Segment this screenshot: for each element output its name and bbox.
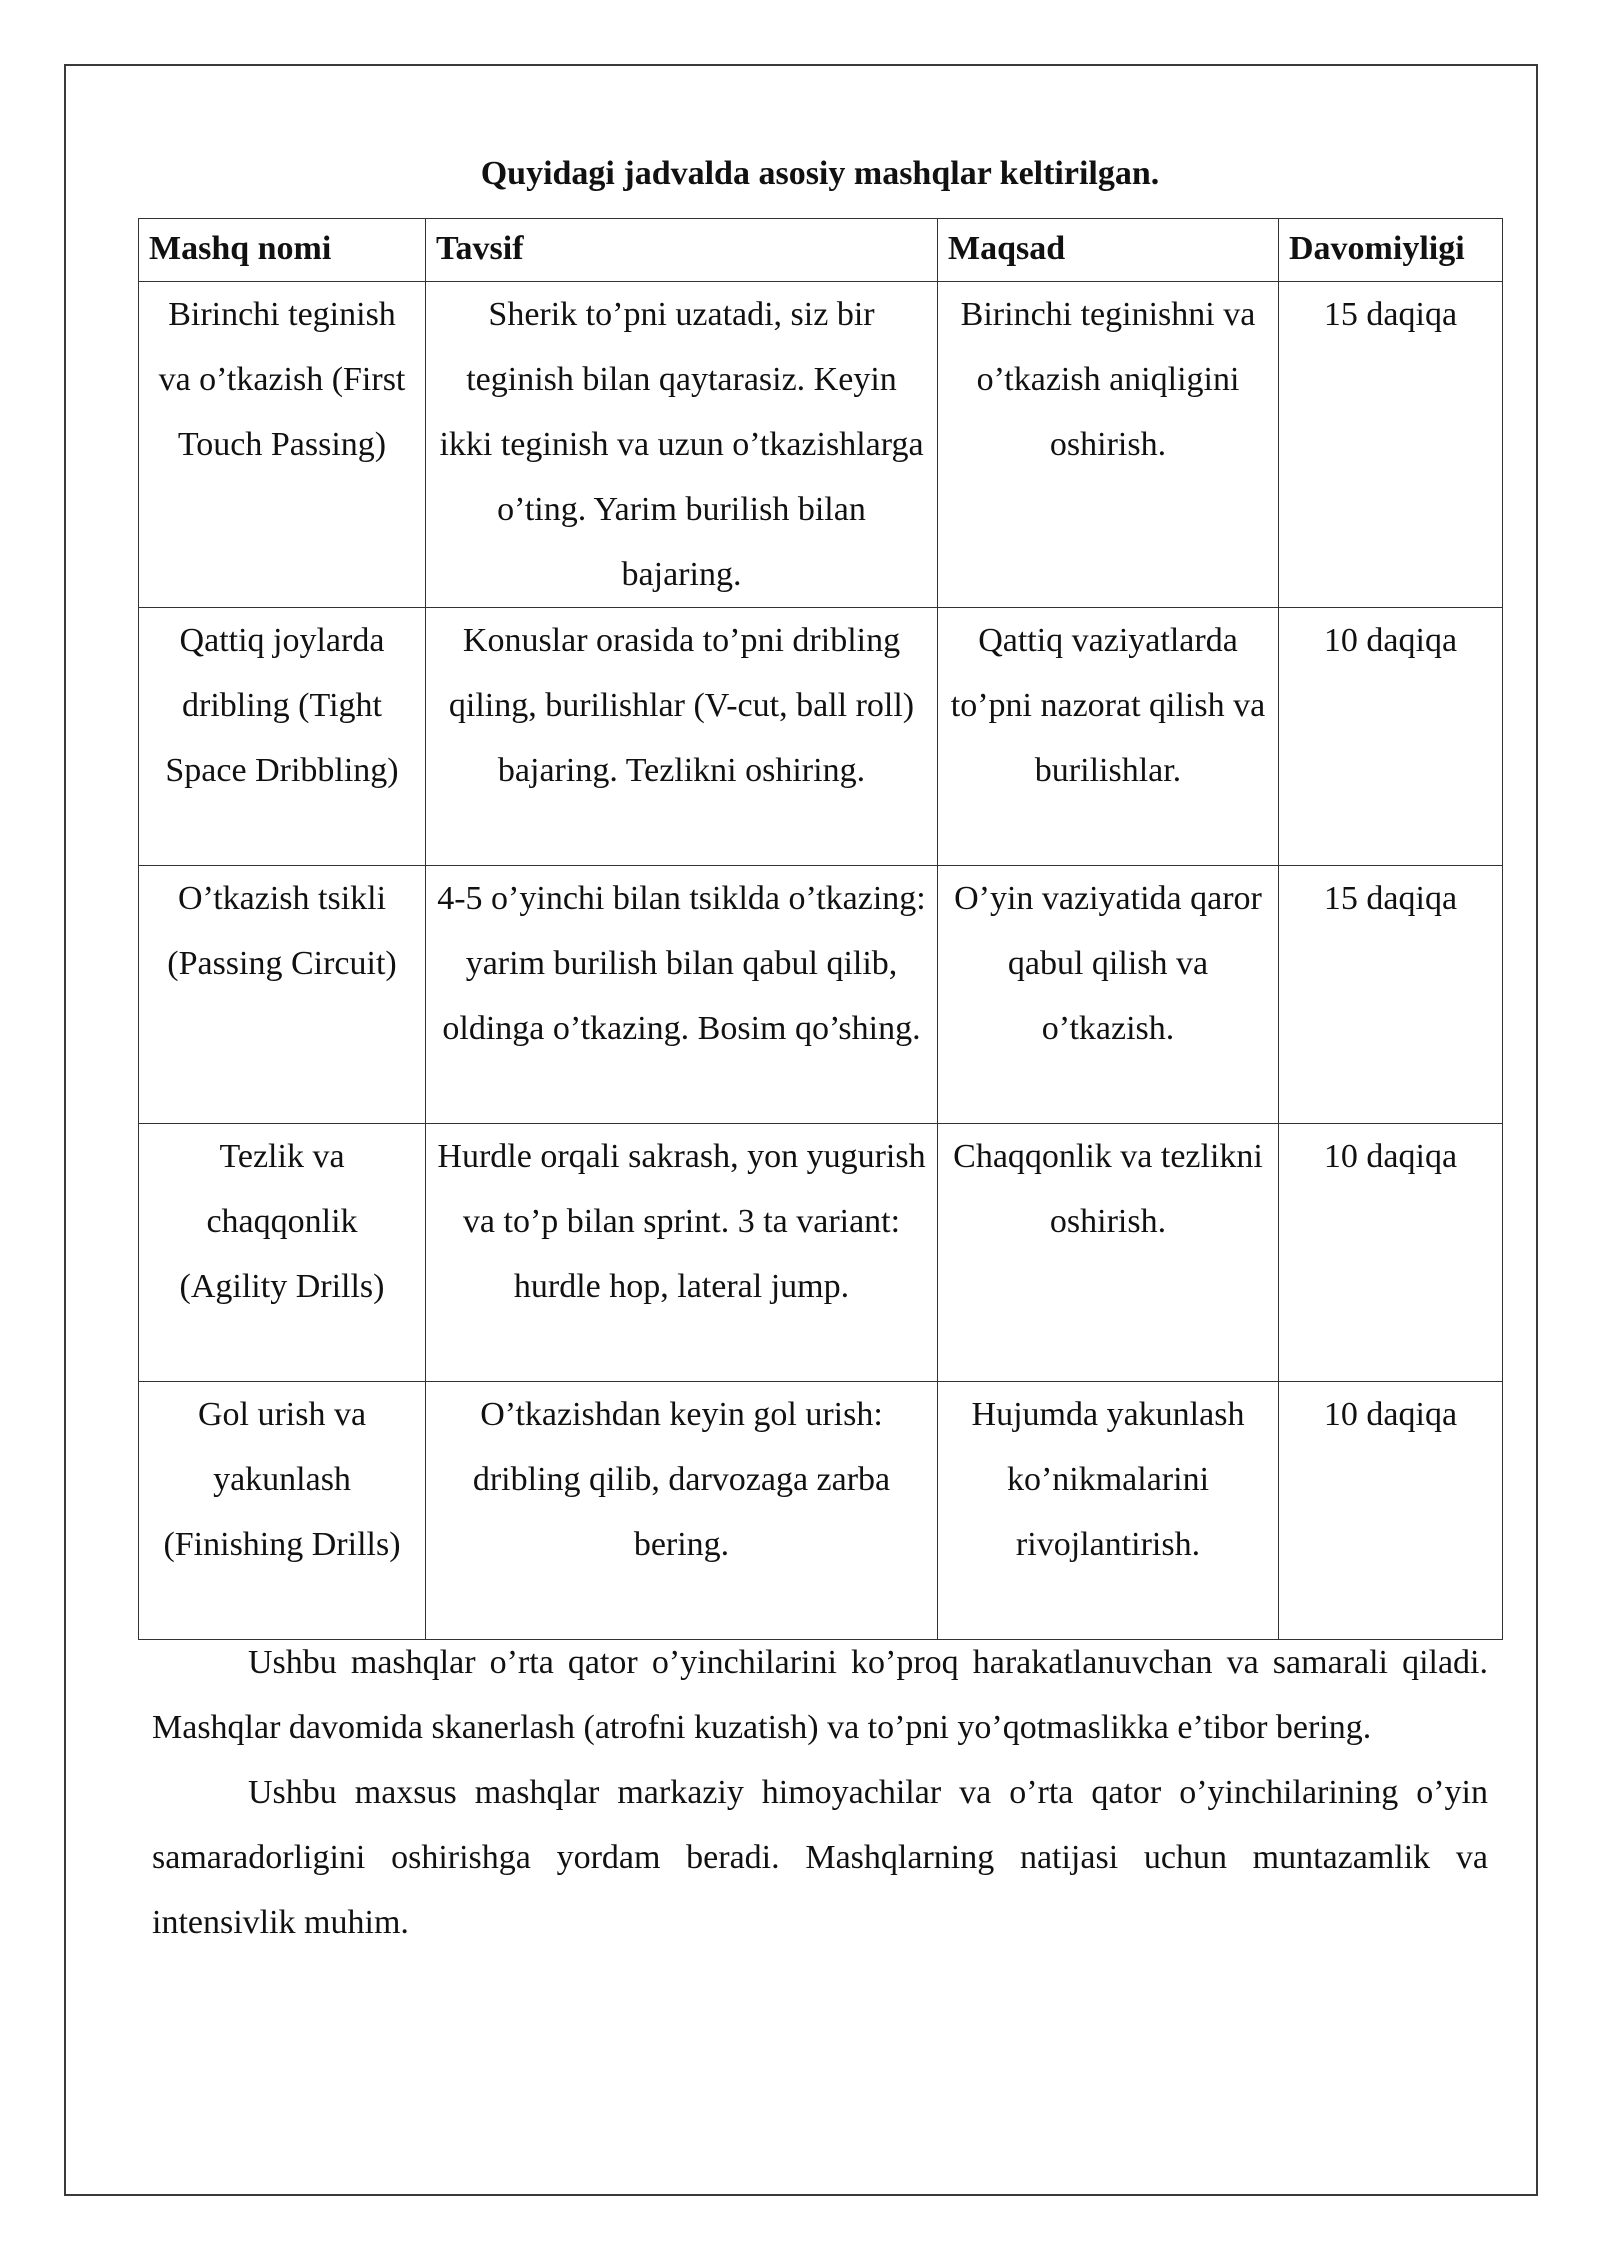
paragraph-2: Ushbu maxsus mashqlar markaziy himoyachilar va o’rta qator o’yinchilarining o’yin samaradorligini oshirishga yordam beradi. Mashqlarning natijasi uchun muntazamlik va intensivlik muhim.	[152, 1774, 1488, 1941]
drills-table	[138, 218, 1503, 1640]
cell-description: O’tkazishdan keyin gol urish: dribling qilib, darvozaga zarba bering.	[426, 1382, 938, 1640]
cell-duration: 15 daqiqa	[1279, 282, 1503, 608]
cell-duration: 10 daqiqa	[1279, 608, 1503, 866]
header-cell-duration: Davomiyligi	[1279, 219, 1503, 282]
cell-duration: 10 daqiqa	[1279, 1124, 1503, 1382]
cell-goal: Qattiq vaziyatlarda to’pni nazorat qilish va burilishlar.	[938, 608, 1279, 866]
cell-name: Tezlik va chaqqonlik (Agility Drills)	[139, 1124, 426, 1382]
cell-description: Sherik to’pni uzatadi, siz bir teginish bilan qaytarasiz. Keyin ikki teginish va uzun o’tkazishlarga o’ting. Yarim burilish bilan bajaring.	[426, 282, 938, 608]
cell-name: Birinchi teginish va o’tkazish (First Touch Passing)	[139, 282, 426, 608]
cell-name: Gol urish va yakunlash (Finishing Drills)	[139, 1382, 426, 1640]
cell-description: Hurdle orqali sakrash, yon yugurish va to’p bilan sprint. 3 ta variant: hurdle hop, lateral jump.	[426, 1124, 938, 1382]
table-row	[139, 608, 1503, 866]
cell-name: Qattiq joylarda dribling (Tight Space Dribbling)	[139, 608, 426, 866]
table-header-row	[139, 219, 1503, 282]
cell-goal: Chaqqonlik va tezlikni oshirish.	[938, 1124, 1279, 1382]
cell-description: 4-5 o’yinchi bilan tsiklda o’tkazing: yarim burilish bilan qabul qilib, oldinga o’tkazing. Bosim qo’shing.	[426, 866, 938, 1124]
table-row	[139, 282, 1503, 608]
header-cell-description: Tavsif	[426, 219, 938, 282]
table-row	[139, 866, 1503, 1124]
table-row	[139, 1124, 1503, 1382]
cell-description: Konuslar orasida to’pni dribling qiling, burilishlar (V-cut, ball roll) bajaring. Tezlikni oshiring.	[426, 608, 938, 866]
cell-goal: Birinchi teginishni va o’tkazish aniqligini oshirish.	[938, 282, 1279, 608]
table-row	[139, 1382, 1503, 1640]
cell-name: O’tkazish tsikli (Passing Circuit)	[139, 866, 426, 1124]
paragraph-1: Ushbu mashqlar o’rta qator o’yinchilarini ko’proq harakatlanuvchan va samarali qiladi. Mashqlar davomida skanerlash (atrofni kuzatish) va to’pni yo’qotmaslikka e’tibor bering.	[152, 1644, 1488, 1746]
cell-duration: 10 daqiqa	[1279, 1382, 1503, 1640]
header-cell-name: Mashq nomi	[139, 219, 426, 282]
cell-duration: 15 daqiqa	[1279, 866, 1503, 1124]
cell-goal: O’yin vaziyatida qaror qabul qilish va o’tkazish.	[938, 866, 1279, 1124]
body-text	[152, 1630, 1488, 1955]
cell-goal: Hujumda yakunlash ko’nikmalarini rivojlantirish.	[938, 1382, 1279, 1640]
header-cell-goal: Maqsad	[938, 219, 1279, 282]
table-caption: Quyidagi jadvalda asosiy mashqlar keltirilgan.	[480, 155, 1160, 192]
